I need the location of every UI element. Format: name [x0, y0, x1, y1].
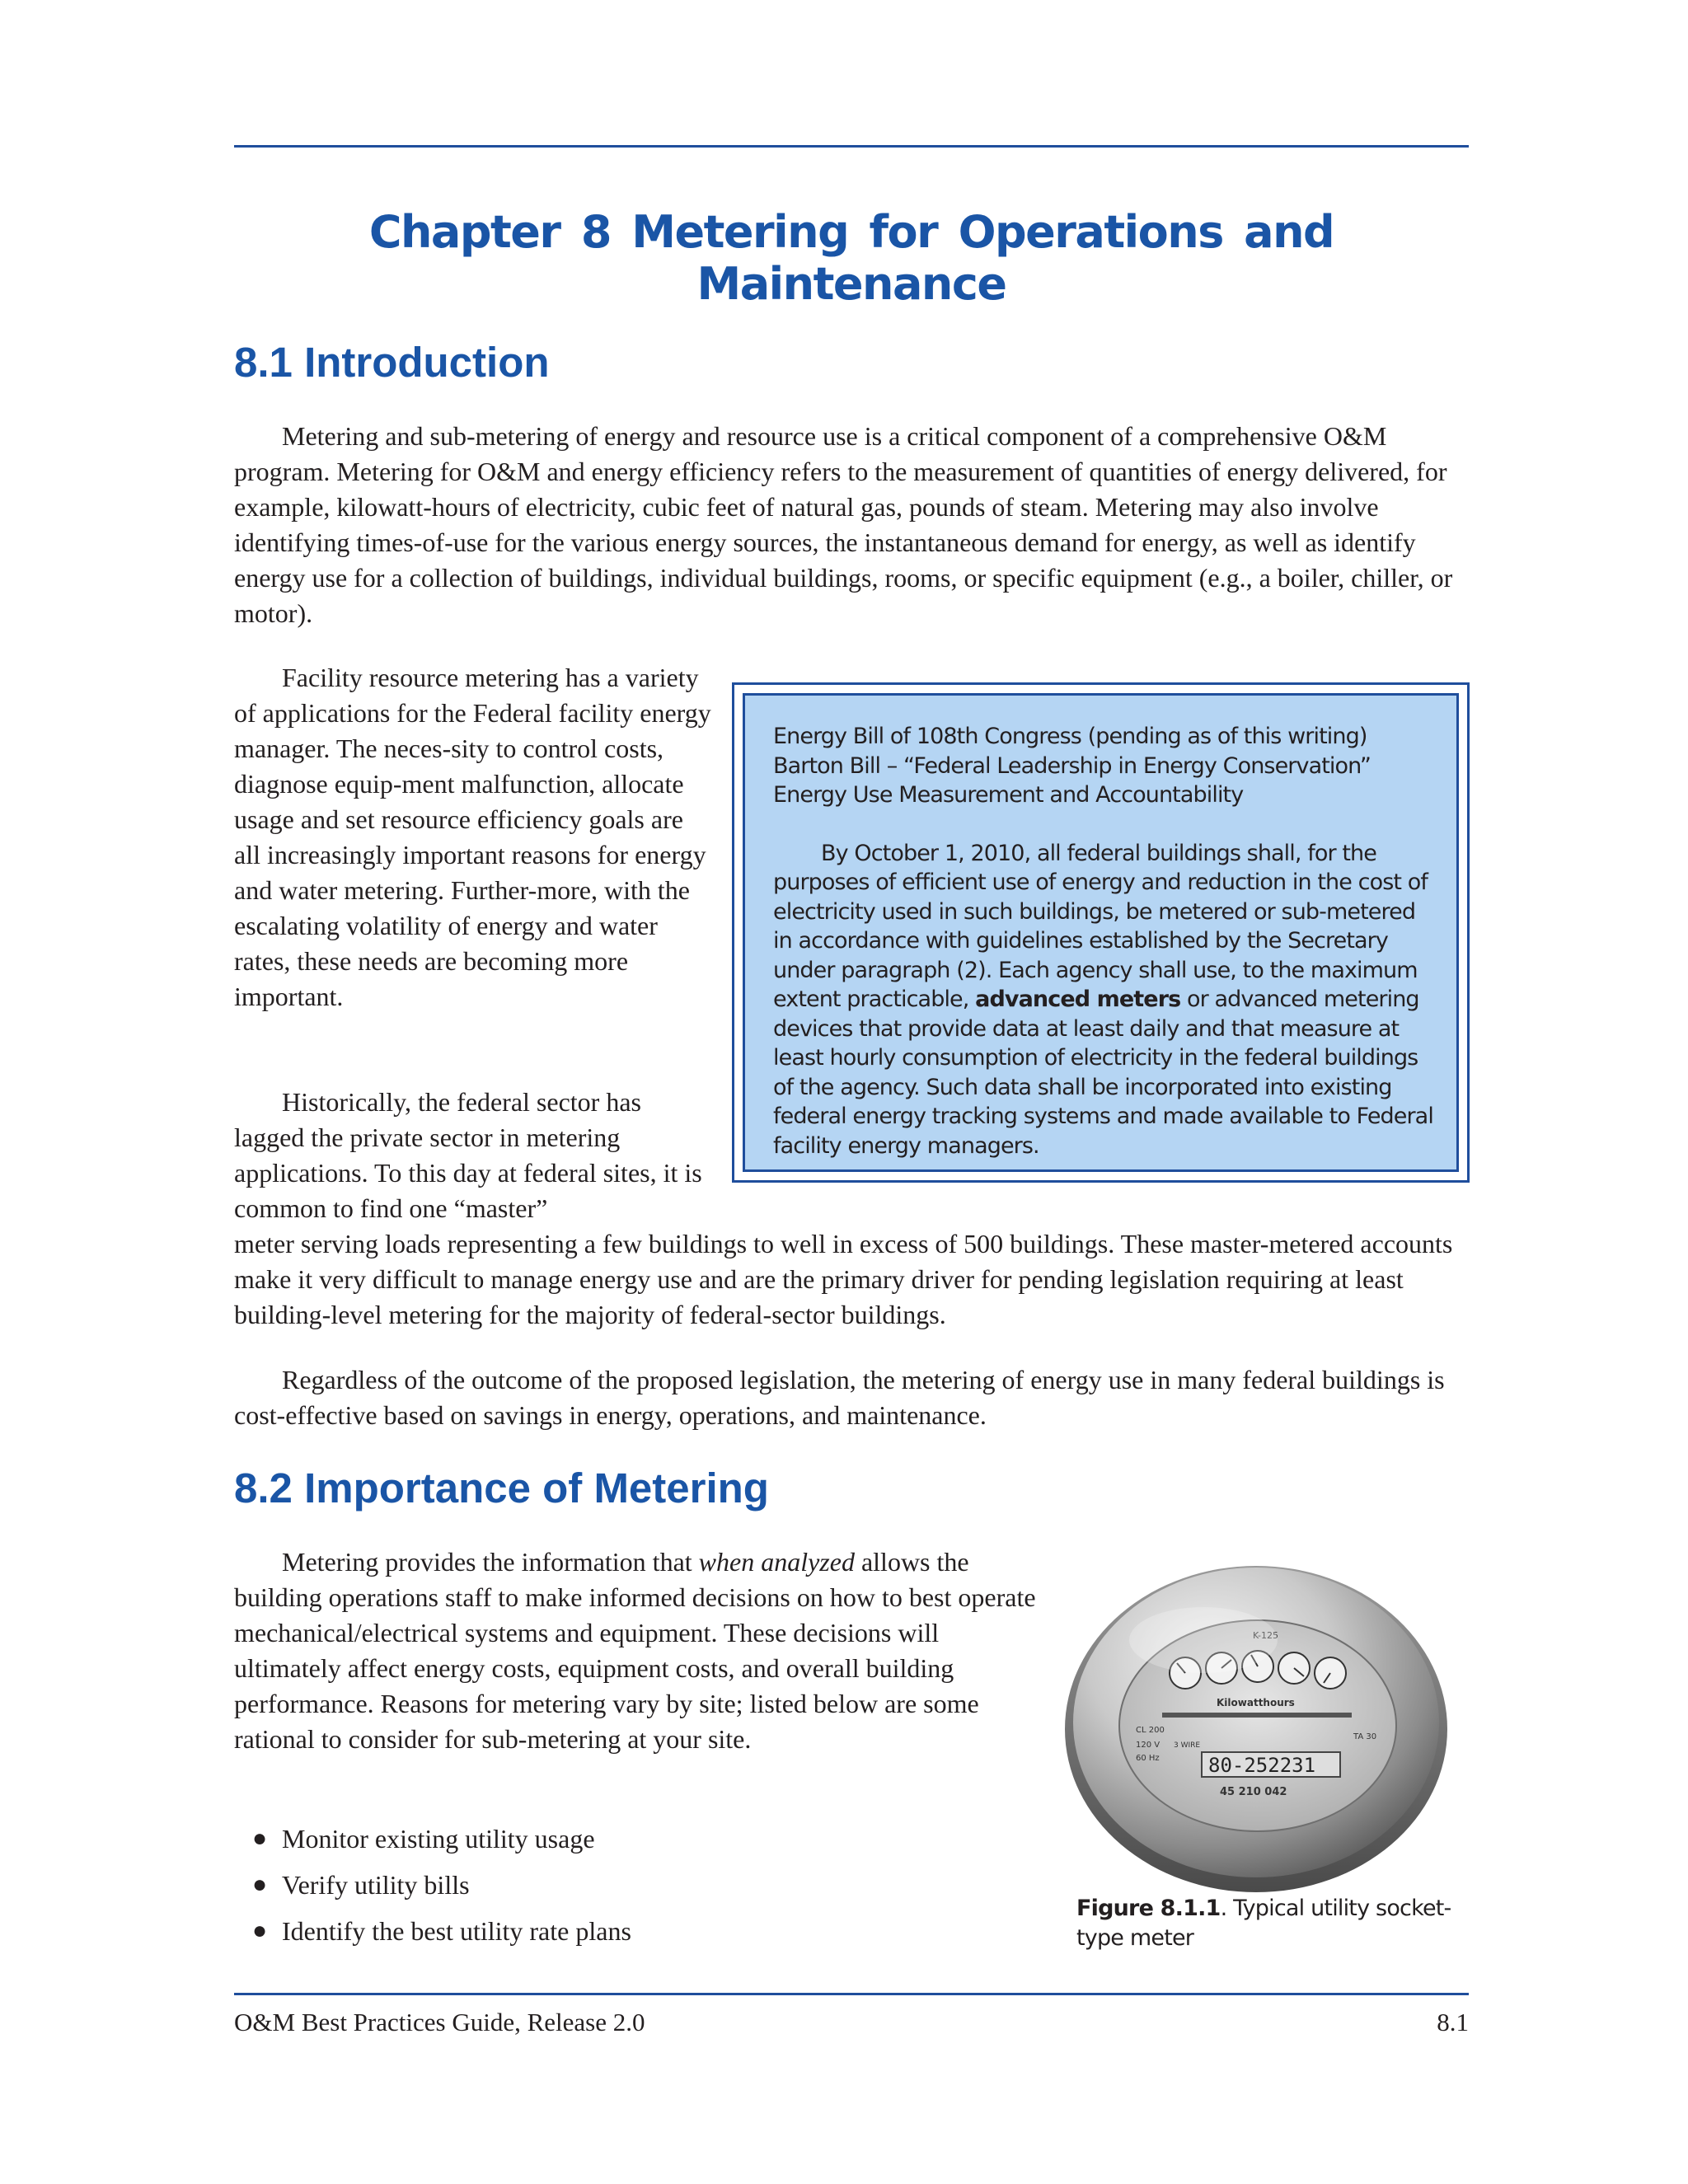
- callout-body-part-1: By October 1, 2010, all federal buildings shall, for the purposes of efficient use of energy and reduction in the cost of electricity used in such buildings, be metered or sub-metered in accordance with guidelines established by the Secretary under paragraph (2). Each agency shall use, to the maximum extent practicable,: [773, 840, 1428, 1012]
- importance-italic: when analyzed: [698, 1547, 855, 1577]
- callout-bill-section: Energy Use Measurement and Accountability: [773, 782, 1244, 808]
- importance-part-1: Metering provides the information that: [282, 1547, 699, 1577]
- figure-caption: [1076, 1894, 1464, 1953]
- footer-page-number: 8.1: [1437, 2008, 1469, 2036]
- footer-guide-title: O&M Best Practices Guide, Release 2.0: [234, 2008, 645, 2036]
- importance-part-2: allows the building operations staff to make informed decisions on how to best operate mechanical/electrical systems and equipment. These decisions will ultimately affect energy costs, equipment costs, and overall building performance. Reasons for metering vary by site; listed below are some rational to consider for sub-metering at your site.: [234, 1547, 1036, 1754]
- bullet-icon: ●: [252, 1917, 268, 1944]
- meter-left-rating: CL 200: [1136, 1726, 1165, 1735]
- meter-right-ta: TA 30: [1353, 1732, 1377, 1741]
- callout-body-text: [773, 839, 1435, 1161]
- meter-serial: 45 210 042: [1220, 1786, 1287, 1798]
- meter-left-wire: 3 WIRE: [1174, 1741, 1201, 1750]
- meter-left-volts: 120 V: [1136, 1741, 1160, 1750]
- chapter-title: Chapter 8 Metering for Operations and Maintenance: [368, 206, 1334, 310]
- callout-bill-title: Energy Bill of 108th Congress (pending as of this writing): [773, 724, 1367, 749]
- meter-register-number: 80-252231: [1208, 1754, 1316, 1777]
- list-item-text: Monitor existing utility usage: [282, 1824, 595, 1854]
- meter-glass-highlight: [1129, 1607, 1278, 1673]
- callout-body-part-2: or advanced metering devices that provide data at least daily and that measure at least hourly consumption of electricity in the federal buildings of the agency. Such data shall be incorporated into existing federal energy tracking systems and made available to Federal facility energy managers.: [773, 987, 1433, 1159]
- meter-left-hz: 60 Hz: [1136, 1754, 1160, 1763]
- meter-disc-window: [1162, 1713, 1352, 1718]
- callout-body-emphasis: advanced meters: [975, 987, 1181, 1012]
- bullet-icon: ●: [252, 1825, 268, 1852]
- utility-meter-image: [1063, 1549, 1449, 1896]
- list-item: [234, 1908, 631, 1954]
- list-item-text: Identify the best utility rate plans: [282, 1916, 631, 1946]
- list-item: [234, 1862, 631, 1908]
- section-heading-introduction: 8.1 Introduction: [234, 339, 550, 386]
- history-paragraph-end: meter serving loads representing a few buildings to well in excess of 500 buildings. These master-metered accounts make it very difficult to manage energy use and are the primary driver for pending legislation requiring at least building-level metering for the majority of federal-sector buildings.: [234, 1229, 1453, 1329]
- legislation-callout-box: [732, 682, 1470, 1183]
- meter-top-mark: K-125: [1253, 1630, 1279, 1641]
- figure-label: Figure 8.1.1: [1076, 1896, 1221, 1921]
- callout-bill-name: Barton Bill – “Federal Leadership in Energy Conservation”: [773, 752, 1371, 779]
- list-item-text: Verify utility bills: [282, 1870, 470, 1900]
- legislation-paragraph: Regardless of the outcome of the proposed legislation, the metering of energy use in many federal buildings is cost-effective based on savings in energy, operations, and maintenance.: [234, 1365, 1445, 1430]
- header-rule: [234, 145, 1469, 148]
- history-paragraph-start: Historically, the federal sector has lagged the private sector in metering applications. To this day at federal sites, it is common to find one “master”: [234, 1087, 702, 1223]
- metering-reasons-list: [234, 1816, 631, 1954]
- figure-caption-text: . Typical utility socket-type meter: [1076, 1896, 1451, 1951]
- list-item: [234, 1816, 631, 1862]
- meter-dial-label: Kilowatthours: [1217, 1697, 1295, 1708]
- footer-rule: [234, 1993, 1469, 1995]
- section-heading-importance: 8.2 Importance of Metering: [234, 1465, 769, 1511]
- applications-paragraph: Facility resource metering has a variety of applications for the Federal facility energy manager. The neces-sity to control costs, diagnose equip-ment malfunction, allocate usage and set resource efficiency goals are all increasingly important reasons for energy and water metering. Further-more, with the escalating volatility of energy and water rates, these needs are becoming more important.: [234, 663, 711, 1011]
- importance-paragraph: [234, 1544, 1042, 1757]
- callout-inner-panel: [743, 693, 1459, 1172]
- bullet-icon: ●: [252, 1871, 268, 1898]
- intro-paragraph: Metering and sub-metering of energy and resource use is a critical component of a comprehensive O&M program. Metering for O&M and energy efficiency refers to the measurement of quantities of energy delivered, for example, kilowatt-hours of electricity, cubic feet of natural gas, pounds of steam. Metering may also involve identifying times-of-use for the various energy sources, the instantaneous demand for energy, as well as identify energy use for a collection of buildings, individual buildings, rooms, or specific equipment (e.g., a boiler, chiller, or motor).: [234, 421, 1453, 628]
